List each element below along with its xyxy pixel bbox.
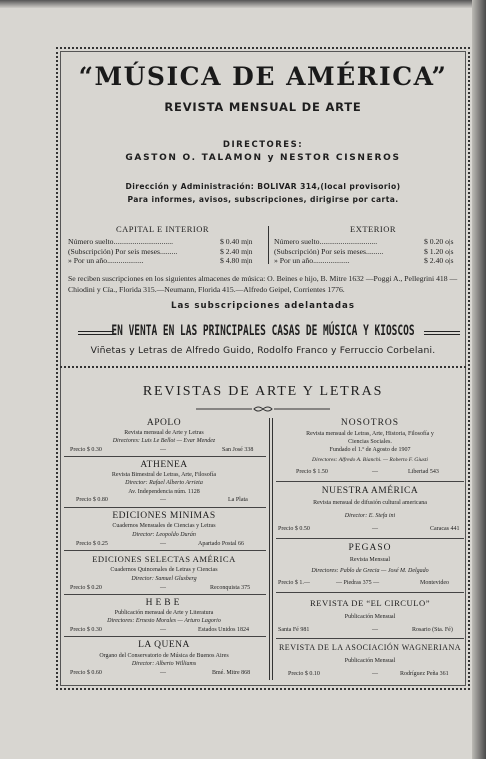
magazine-address-line: Av. Independencia núm. 1128 <box>128 489 200 495</box>
entry-separator <box>64 507 266 508</box>
magazine-subtitle: REVISTA MENSUAL DE ARTE <box>164 100 362 114</box>
magazine-address: Santa Fé 981 <box>278 627 310 633</box>
magazine-name: REVISTA DE LA ASOCIACIÓN WAGNERIANA <box>278 643 462 652</box>
magazine-dash: — <box>160 627 166 633</box>
magazine-address: Libertad 543 <box>408 469 439 475</box>
exterior-heading: EXTERIOR <box>350 224 397 234</box>
magazine-description: Revista mensual de difusión cultural americana <box>313 500 427 506</box>
magazine-directors: Director: E. Stefa ini <box>344 513 396 519</box>
ornament-divider-icon <box>196 405 330 413</box>
magazine-title: “MÚSICA DE AMÉRICA” <box>78 62 448 91</box>
magazine-address: Bmé. Mitre 868 <box>212 670 251 676</box>
magazine-city: La Plata <box>228 497 248 503</box>
magazine-address: Reconquista 375 <box>210 585 251 591</box>
entry-separator <box>64 550 266 551</box>
entry-separator <box>276 481 464 482</box>
magazine-description: Publicación mensual de Arte y Literatura <box>114 610 214 616</box>
magazine-name: EDICIONES SELECTAS AMÉRICA <box>92 554 236 564</box>
magazine-price: Precio $ 1.50 <box>296 469 328 475</box>
subscriptions-advance-note: Las subscripciones adelantadas <box>171 301 355 311</box>
entry-separator <box>276 538 464 539</box>
exterior-row-value: $ 2.40 o|s <box>424 256 454 265</box>
magazine-price: Precio $ 0.50 <box>278 526 310 532</box>
magazine-name: REVISTA DE “EL CIRCULO” <box>309 598 431 608</box>
magazine-directors: Directores: Pablo de Grecia — José M. Delgado <box>311 568 429 574</box>
magazine-description: Revista mensual de Letras, Arte, Historia, Filosofía y <box>306 431 434 437</box>
entry-separator <box>276 638 464 639</box>
administration-address: Dirección y Administración: BOLIVAR 314,(local provisorio) <box>125 182 401 191</box>
section-dotted-separator <box>60 366 466 370</box>
magazine-city: Montevideo <box>420 580 449 586</box>
entry-separator <box>64 594 266 595</box>
magazine-address: Apartado Postal 66 <box>198 541 244 547</box>
magazine-directors: Director: Leopoldo Durán <box>132 532 196 538</box>
magazine-dash: — <box>160 670 166 676</box>
magazine-address: — Piedras 375 — <box>336 580 380 586</box>
magazine-dash: — <box>372 671 378 677</box>
page-top-edge <box>0 0 486 8</box>
capital-row-value: $ 4.80 m|n <box>220 256 253 265</box>
entry-separator <box>64 636 266 637</box>
magazine-price: Precio $ 0.30 <box>70 627 102 633</box>
magazine-price: Precio $ 0.10 <box>288 671 320 677</box>
magazine-description: Cuadernos Mensuales de Ciencias y Letras <box>112 523 216 529</box>
magazine-founded: Fundado el 1.º de Agosto de 1907 <box>329 447 411 453</box>
magazine-dash: — <box>372 469 378 475</box>
magazine-name: LA QUENA <box>138 640 190 650</box>
contact-instructions: Para informes, avisos, subscripciones, dirigirse por carta. <box>127 195 399 204</box>
magazine-directors: Director: Alberto Williams <box>131 661 197 667</box>
magazine-price: Precio $ 0.25 <box>76 541 108 547</box>
sales-banner: EN VENTA EN LAS PRINCIPALES CASAS DE MÚSICA Y KIOSCOS <box>111 323 415 340</box>
magazine-price: Precio $ 0.30 <box>70 447 102 453</box>
magazine-dash: — <box>160 447 166 453</box>
magazine-name: NOSOTROS <box>340 418 400 428</box>
magazine-directors: Director: Samuel Glusberg <box>131 576 197 582</box>
directores-names: GASTON O. TALAMON y NESTOR CISNEROS <box>125 153 401 163</box>
magazine-directors: Directores: Ernesto Morales — Arturo Lagorio <box>107 618 221 624</box>
magazine-address: Estados Unidos 1824 <box>198 627 249 633</box>
magazine-price: Precio $ 0.80 <box>76 497 108 503</box>
exterior-row-label: Número suelto.............................. <box>274 237 378 246</box>
prices-divider <box>268 226 269 264</box>
magazine-description: Revista Mensual <box>349 557 391 563</box>
magazine-address: Rodríguez Peña 361 <box>400 671 449 677</box>
magazine-price: Precio $ 0.20 <box>70 585 102 591</box>
magazine-description: Ciencias Sociales. <box>348 439 392 445</box>
subscription-stores-text: Se reciben suscripciones en los siguientes almacenes de música: O. Beines e hijo, B. Mitre 1632 —Poggi A., Pellegrini 418 —Chiodini y Cía., Florida 315.—Neumann, Florida 415.—Alfredo Geipel, Corrientes 1776. <box>68 274 458 294</box>
entry-separator <box>64 456 266 457</box>
magazine-description: Cuadernos Quincenales de Letras y Ciencias <box>110 567 218 573</box>
capital-row-value: $ 2.40 m|n <box>220 247 253 256</box>
illustrations-credit: Viñetas y Letras de Alfredo Guido, Rodolfo Franco y Ferruccio Corbelani. <box>90 345 436 356</box>
capital-heading: CAPITAL E INTERIOR <box>116 224 209 234</box>
capital-row-label: (Subscripción) Por seis meses......... <box>68 247 178 256</box>
entry-separator <box>276 592 464 593</box>
exterior-row-value: $ 1.20 o|s <box>424 247 454 256</box>
magazine-address: San José 338 <box>222 447 254 453</box>
magazine-directors: Directores: Luis Le Bellot — Evar Mendez <box>112 438 216 444</box>
magazine-city: Rosario (Sta. Fé) <box>412 627 453 633</box>
magazine-description: Publicación Mensual <box>344 658 396 664</box>
magazine-price: Precio $ 0.60 <box>70 670 102 676</box>
magazine-description: Revista mensual de Arte y Letras <box>124 430 204 436</box>
magazine-description: Revista Bimestral de Letras, Arte, Filosofía <box>111 472 217 478</box>
magazine-price: Precio $ 1.— <box>278 580 310 586</box>
directores-label: DIRECTORES: <box>222 140 304 150</box>
exterior-row-label: (Subscripción) Por seis meses......... <box>274 247 384 256</box>
magazine-name: PEGASO <box>348 543 392 553</box>
magazine-description: Publicación Mensual <box>344 614 396 620</box>
capital-row-label: » Por un año................... <box>68 256 144 265</box>
magazine-dash: — <box>372 526 378 532</box>
capital-row-label: Número suelto............................... <box>68 237 174 246</box>
exterior-row-label: » Por un año................... <box>274 256 350 265</box>
magazine-name: HEBE <box>145 598 183 608</box>
magazine-name: EDICIONES MINIMAS <box>112 511 216 521</box>
exterior-row-value: $ 0.20 o|s <box>424 237 454 246</box>
magazine-directors: Directores: Alfredo A. Bianchi. — Roberto F. Giusti <box>312 457 428 463</box>
magazine-name: APOLO <box>146 418 182 428</box>
revistas-heading: REVISTAS DE ARTE Y LETRAS <box>142 384 384 399</box>
magazine-name: ATHENEA <box>140 460 188 470</box>
page-spine-shadow <box>472 0 486 759</box>
magazine-dash: — <box>160 497 166 503</box>
magazine-dash: — <box>160 585 166 591</box>
magazine-name: NUESTRA AMÉRICA <box>321 486 419 496</box>
magazine-description: Organo del Conservatorio de Música de Buenos Aires <box>99 653 229 659</box>
magazine-dash: — <box>160 541 166 547</box>
capital-row-value: $ 0.40 m|n <box>220 237 253 246</box>
magazine-address: Caracas 441 <box>430 526 460 532</box>
column-divider <box>269 418 273 680</box>
magazine-dash: — <box>372 627 378 633</box>
magazine-directors: Director: Rafael Alberto Arrieta <box>125 480 203 486</box>
